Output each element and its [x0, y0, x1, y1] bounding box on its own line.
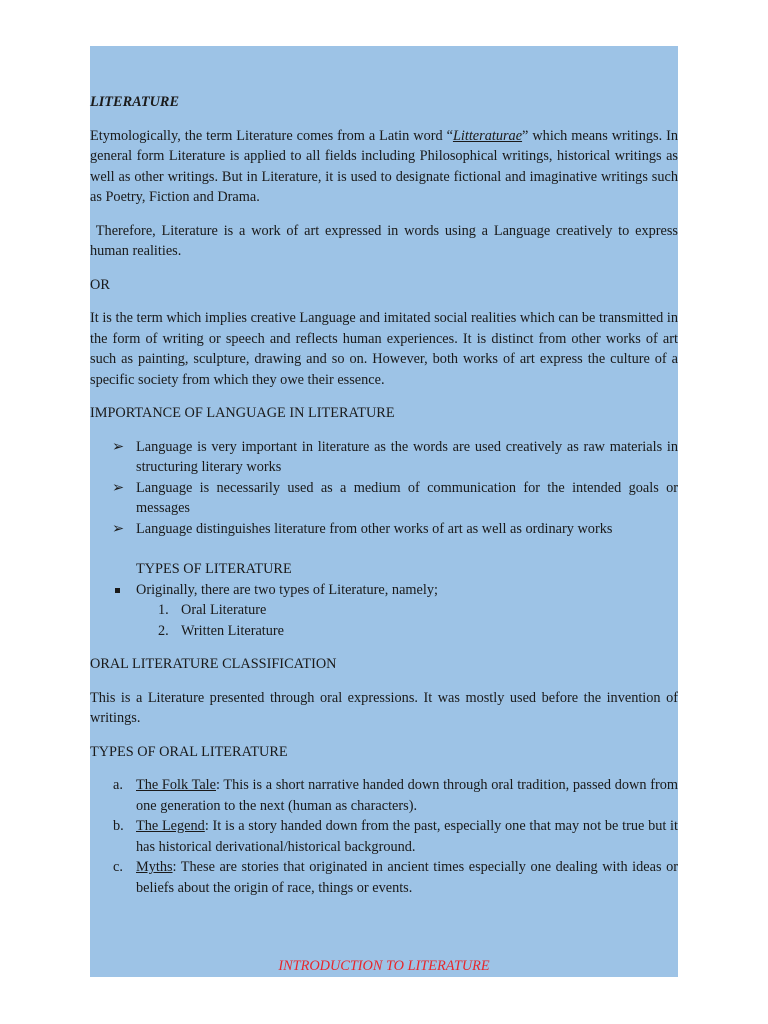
types-numbered-list	[90, 600, 678, 641]
list-item	[90, 437, 678, 478]
oral-classification-heading: ORAL LITERATURE CLASSIFICATION	[90, 656, 337, 672]
oral-types-heading: TYPES OF ORAL LITERATURE	[90, 743, 288, 760]
list-item	[90, 857, 678, 898]
list-item-text: Oral Literature	[181, 602, 267, 618]
list-marker: c.	[113, 859, 123, 875]
arrow-bullet-icon: ➢	[112, 479, 124, 496]
list-item-term: Myths	[136, 859, 173, 875]
etymology-text-after: ” which means writings. In general form Literature is applied to all fields including Philosophical writings, historical writings as well as other writings. But in Literature, it is used to designate fictional and imaginative writings such as Poetry, Fiction and Drama.	[90, 127, 679, 205]
types-heading: TYPES OF LITERATURE	[136, 561, 292, 577]
document-page	[90, 46, 678, 977]
definition-paragraph: Therefore, Literature is a work of art expressed in words using a Language creatively to express human realities.	[90, 222, 678, 259]
list-item	[90, 600, 678, 621]
list-marker: a.	[113, 777, 123, 793]
latin-term: Litteraturae	[452, 127, 523, 144]
list-item-text: Written Literature	[181, 622, 285, 639]
page-footer: INTRODUCTION TO LITERATURE	[278, 958, 490, 974]
list-item-term: The Folk Tale	[136, 777, 216, 793]
types-list	[90, 580, 678, 601]
list-item-text: : This is a short narrative handed down through oral tradition, passed down from one generation to the next (human as characters).	[136, 777, 678, 814]
list-item-text: Language distinguishes literature from other works of art as well as ordinary works	[136, 520, 613, 537]
document-title: LITERATURE	[90, 94, 179, 110]
list-marker: 1.	[158, 602, 169, 618]
list-item-text: Language is very important in literature as the words are used creatively as raw materials in structuring literary works	[136, 438, 678, 475]
arrow-bullet-icon: ➢	[112, 438, 124, 455]
list-item-text: : It is a story handed down from the past, especially one that may not be true but it has historical derivational/historical background.	[136, 818, 678, 855]
list-item-term: The Legend	[136, 818, 205, 834]
importance-list	[90, 437, 678, 540]
list-item-text: Language is necessarily used as a medium of communication for the intended goals or messages	[136, 479, 678, 516]
list-marker: 2.	[158, 622, 169, 639]
etymology-paragraph	[90, 126, 678, 208]
list-item-text: Originally, there are two types of Literature, namely;	[136, 581, 438, 598]
oral-types-list	[90, 775, 678, 898]
oral-paragraph: This is a Literature presented through oral expressions. It was mostly used before the invention of writings.	[90, 689, 678, 726]
etymology-text-before: Etymologically, the term Literature comes from a Latin word “	[90, 127, 453, 144]
importance-heading: IMPORTANCE OF LANGUAGE IN LITERATURE	[90, 405, 395, 421]
list-item	[90, 580, 678, 601]
list-item	[90, 775, 678, 816]
document-body	[90, 92, 678, 898]
list-item	[90, 478, 678, 519]
alternate-definition-paragraph: It is the term which implies creative Language and imitated social realities which can be transmitted in the form of writing or speech and reflects human experiences. It is distinct from other works of art such as painting, sculpture, drawing and so on. However, both works of art express the culture of a specific society from which they owe their essence.	[90, 310, 678, 388]
list-marker: b.	[113, 818, 124, 834]
list-item	[90, 621, 678, 642]
or-text: OR	[90, 276, 110, 293]
list-item	[90, 519, 678, 540]
square-bullet-icon	[115, 588, 120, 593]
list-item	[90, 816, 678, 857]
list-item-text: : These are stories that originated in ancient times especially one dealing with ideas or beliefs about the origin of race, things or events.	[136, 859, 678, 896]
arrow-bullet-icon: ➢	[112, 520, 124, 537]
